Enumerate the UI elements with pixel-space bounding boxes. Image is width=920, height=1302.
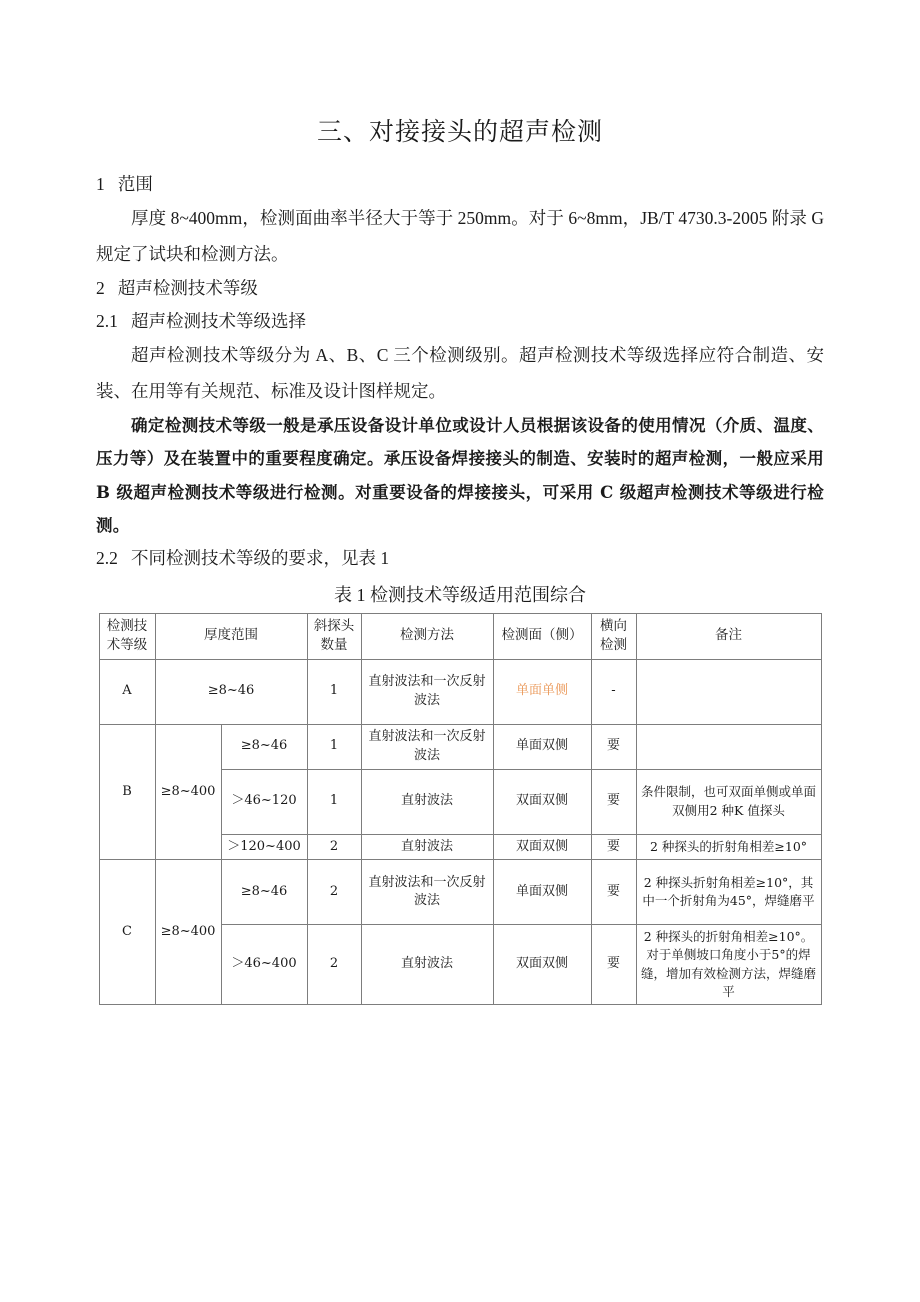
cell-face: 单面单侧	[493, 659, 591, 724]
cell-probe-count: 1	[307, 769, 361, 834]
cell-grade: C	[99, 860, 155, 1005]
cell-method: 直射波法	[361, 834, 493, 860]
header-probe-count: 斜探头数量	[307, 613, 361, 659]
cell-method: 直射波法	[361, 925, 493, 1005]
table-caption: 表 1 检测技术等级适用范围综合	[334, 584, 586, 605]
section-heading-2-1: 2.1 超声检测技术等级选择	[96, 311, 306, 332]
header-face: 检测面（侧）	[493, 613, 591, 659]
cell-transverse: 要	[591, 724, 636, 769]
cell-face: 单面双侧	[493, 860, 591, 925]
cell-remark: 2 种探头的折射角相差≥10°	[636, 834, 821, 860]
cell-transverse: 要	[591, 834, 636, 860]
paragraph-scope: 厚度 8~400mm，检测面曲率半径大于等于 250mm。对于 6~8mm，JB/T 4730.3-2005 附录 G 规定了试块和检测方法。	[96, 208, 824, 264]
cell-remark	[636, 659, 821, 724]
header-method: 检测方法	[361, 613, 493, 659]
cell-method: 直射波法和一次反射波法	[361, 724, 493, 769]
header-transverse: 横向检测	[591, 613, 636, 659]
header-thickness: 厚度范围	[155, 613, 307, 659]
table-row	[99, 724, 821, 769]
cell-thickness: ≥8~46	[221, 724, 307, 769]
cell-probe-count: 1	[307, 659, 361, 724]
section-heading-2-2: 2.2 不同检测技术等级的要求，见表 1	[96, 548, 390, 569]
table-row	[99, 860, 821, 925]
cell-face: 单面双侧	[493, 724, 591, 769]
cell-thickness: ＞46~400	[221, 925, 307, 1005]
cell-face: 双面双侧	[493, 834, 591, 860]
cell-face: 双面双侧	[493, 769, 591, 834]
cell-face: 双面双侧	[493, 925, 591, 1005]
cell-thickness: ≥8~46	[221, 860, 307, 925]
cell-probe-count: 1	[307, 724, 361, 769]
cell-thickness: ＞46~120	[221, 769, 307, 834]
cell-remark: 2 种探头折射角相差≥10°，其中一个折射角为45°，焊缝磨平	[636, 860, 821, 925]
grade-scope-table	[99, 613, 822, 1005]
table-header-row	[99, 613, 821, 659]
cell-transverse: 要	[591, 925, 636, 1005]
cell-grade: B	[99, 724, 155, 860]
cell-remark	[636, 724, 821, 769]
cell-method: 直射波法和一次反射波法	[361, 659, 493, 724]
cell-method: 直射波法和一次反射波法	[361, 860, 493, 925]
table-row	[99, 659, 821, 724]
cell-remark: 2 种探头的折射角相差≥10°。对于单侧坡口角度小于5°的焊缝，增加有效检测方法，焊缝磨平	[636, 925, 821, 1005]
cell-thickness: ＞120~400	[221, 834, 307, 860]
cell-thickness-group: ≥8~400	[155, 724, 221, 860]
cell-probe-count: 2	[307, 834, 361, 860]
cell-transverse: 要	[591, 769, 636, 834]
section-heading-2: 2 超声检测技术等级	[96, 277, 258, 298]
page-title: 三、对接接头的超声检测	[316, 119, 603, 146]
cell-transverse: -	[591, 659, 636, 724]
cell-grade: A	[99, 659, 155, 724]
header-remark: 备注	[636, 613, 821, 659]
paragraph-grade-determination: 确定检测技术等级一般是承压设备设计单位或设计人员根据该设备的使用情况（介质、温度、压力等）及在装置中的重要程度确定。承压设备焊接接头的制造、安装时的超声检测，一般应采用 B 级超声检测技术等级进行检测。对重要设备的焊接接头，可采用 C 级超声检测技术等级进行检测。	[96, 416, 824, 536]
header-grade: 检测技术等级	[99, 613, 155, 659]
cell-method: 直射波法	[361, 769, 493, 834]
cell-thickness: ≥8~46	[155, 659, 307, 724]
cell-thickness-group: ≥8~400	[155, 860, 221, 1005]
cell-transverse: 要	[591, 860, 636, 925]
paragraph-grade-selection: 超声检测技术等级分为 A、B、C 三个检测级别。超声检测技术等级选择应符合制造、安装、在用等有关规范、标准及设计图样规定。	[96, 345, 824, 401]
cell-probe-count: 2	[307, 925, 361, 1005]
cell-remark: 条件限制，也可双面单侧或单面双侧用2 种K 值探头	[636, 769, 821, 834]
cell-probe-count: 2	[307, 860, 361, 925]
section-heading-1: 1 范围	[96, 174, 153, 194]
